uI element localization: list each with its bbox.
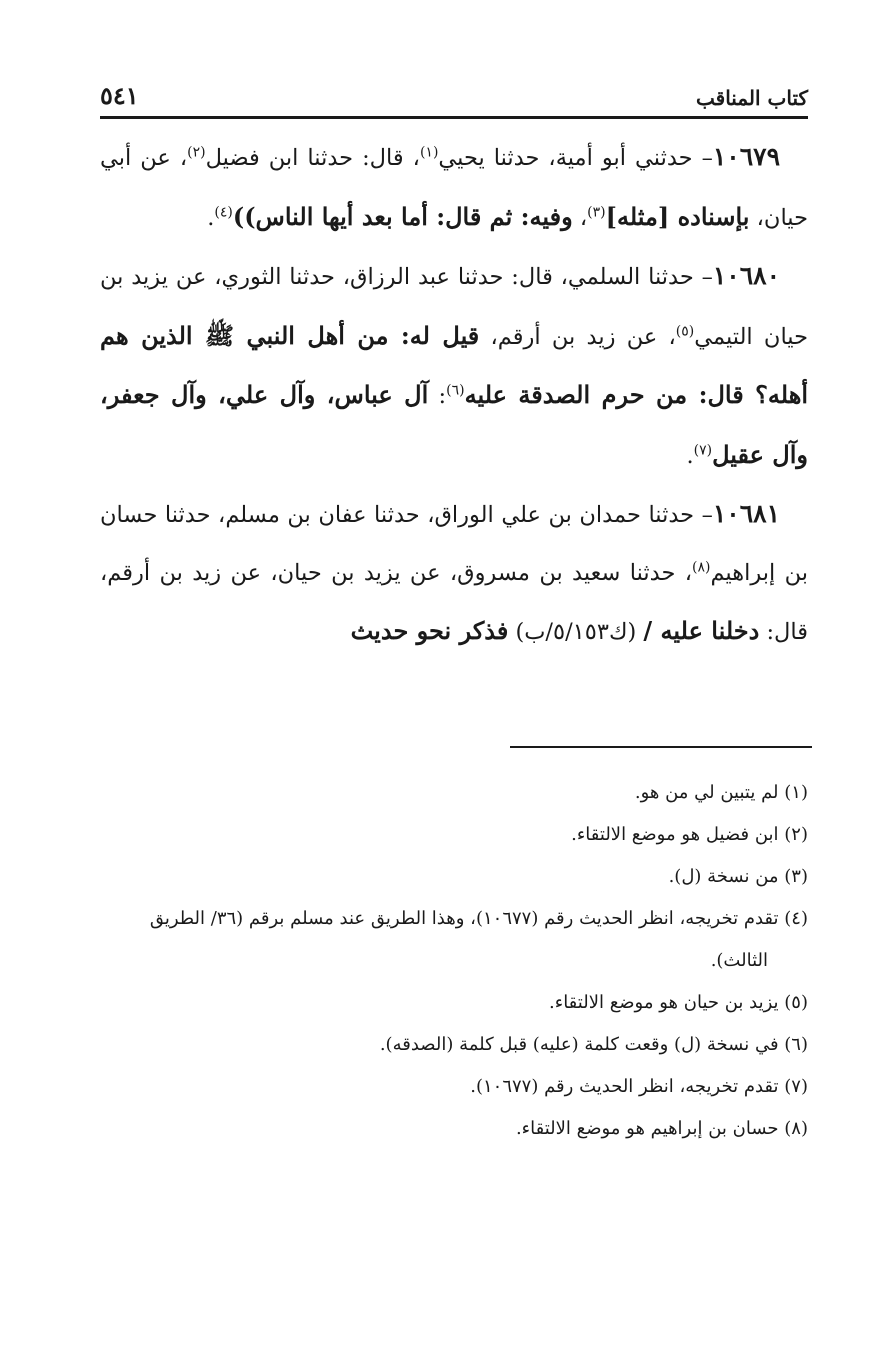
footnote: (٣) من نسخة (ل). (668, 866, 808, 887)
text-segment: ، حدثنا سعيد بن مسروق، عن يزيد بن حيان، عن زيد بن أرقم، قال: (100, 559, 808, 645)
running-title: كتاب المناقب (696, 86, 808, 110)
footnote: (٨) حسان بن إبراهيم هو موضع الالتقاء. (515, 1118, 808, 1139)
text-segment: – حدثنا السلمي، قال: حدثنا عبد الرزاق، حدثنا الثوري، عن يزيد بن حيان التيمي (100, 264, 808, 350)
text-segment: ، عن زيد بن أرقم، (479, 323, 676, 350)
hadith-number: ١٠٦٨١ (712, 499, 780, 528)
footnote-marker: (١) (419, 144, 439, 161)
footnote: (٧) تقدم تخريجه، انظر الحديث رقم (١٠٦٧٧). (470, 1076, 808, 1097)
text-segment: ، (572, 204, 588, 231)
footnote-marker: (٤) (214, 204, 233, 220)
hadith-number: ١٠٦٧٩ (712, 142, 781, 171)
footnote-marker: (٨) (691, 559, 711, 575)
footnotes (100, 772, 808, 1150)
emphasized-text: فذكر نحو حديث (350, 616, 509, 645)
page-header (100, 74, 808, 110)
footnote-marker: (٢) (187, 144, 206, 161)
footnote: (٦) في نسخة (ل) وقعت كلمة (عليه) قبل كلمة (الصدقه). (379, 1034, 808, 1055)
footnote: (٤) تقدم تخريجه، انظر الحديث رقم (١٠٦٧٧)، وهذا الطريق عند مسلم برقم (٣٦/ الطريق الثالث). (149, 908, 808, 971)
footnote: (٥) يزيد بن حيان هو موضع الالتقاء. (549, 992, 808, 1013)
emphasized-text: قيل له: من أهل النبي ﷺ الذين هم أهله؟ قال: من حرم الصدقة عليه (100, 320, 809, 409)
hadith-paragraph (100, 247, 808, 485)
text-segment: – حدثني أبو أمية، حدثنا يحيي (438, 145, 713, 171)
hadith-number: ١٠٦٨٠ (712, 261, 780, 290)
footnote: (٢) ابن فضيل هو موضع الالتقاء. (571, 824, 808, 845)
footnote-marker: (٧) (693, 442, 713, 458)
emphasized-text: دخلنا عليه / (643, 616, 760, 645)
footnote-marker: (٣) (587, 204, 606, 220)
header-rule (100, 116, 808, 119)
footnote-marker: (٦) (446, 382, 465, 399)
text-segment: ، عن أبي حيان، (100, 145, 808, 231)
main-text (100, 128, 808, 662)
text-segment: (ك٥/١٥٣/ب) (508, 619, 644, 645)
footnote-separator (510, 746, 812, 748)
text-segment: . (686, 442, 694, 469)
text-segment: : (428, 383, 447, 409)
text-segment: . (207, 204, 215, 231)
text-segment: ، قال: حدثنا ابن فضيل (205, 145, 420, 171)
text-segment: – حدثنا حمدان بن علي الوراق، حدثنا عفان بن مسلم، حدثنا حسان بن إبراهيم (100, 502, 808, 586)
hadith-paragraph (100, 485, 808, 662)
page-number: ٥٤١ (100, 81, 139, 110)
footnote: (١) لم يتبين لي من هو. (634, 782, 808, 803)
footnote-marker: (٥) (675, 323, 695, 339)
emphasized-text: وفيه: ثم قال: أما بعد أيها الناس)) (232, 201, 573, 231)
emphasized-text: بإسناده [مثله] (605, 201, 750, 231)
hadith-paragraph (100, 128, 808, 247)
emphasized-text: آل عباس، وآل علي، وآل جعفر، وآل عقيل (100, 380, 808, 469)
